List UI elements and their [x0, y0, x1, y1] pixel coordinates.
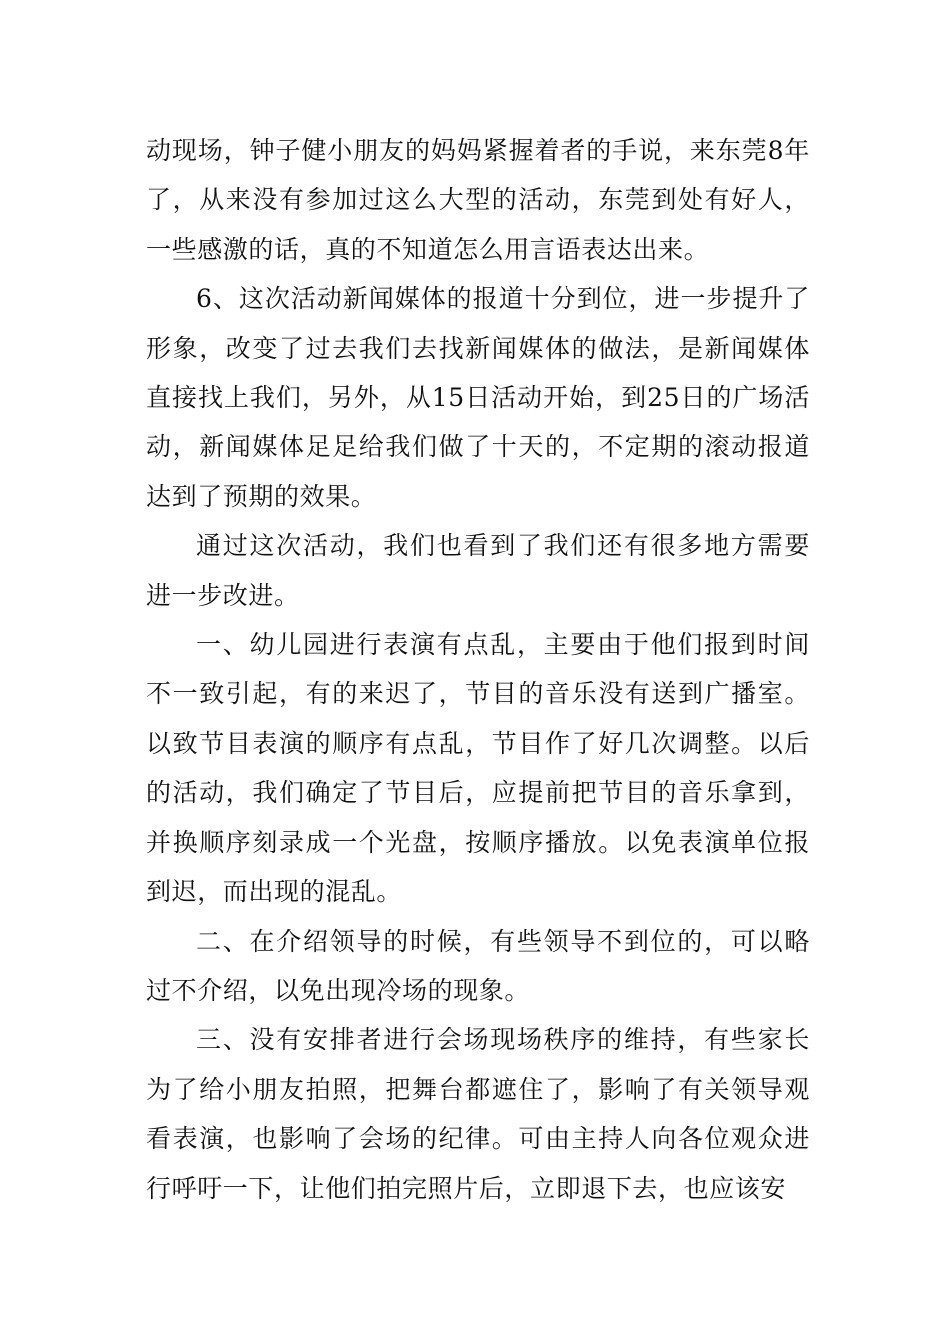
- paragraph-issue-one: 一、幼儿园进行表演有点乱，主要由于他们报到时间不一致引起，有的来迟了，节目的音乐没有送到广播室。以致节目表演的顺序有点乱，节目作了好几次调整。以后的活动，我们确定了节目后，应提前把节目的音乐拿到，并换顺序刻录成一个光盘，按顺序播放。以免表演单位报到迟，而出现的混乱。: [146, 630, 810, 907]
- document-body: [146, 126, 810, 1213]
- paragraph-issue-three: 三、没有安排者进行会场现场秩序的维持，有些家长为了给小朋友拍照，把舞台都遮住了，影响了有关领导观看表演，也影响了会场的纪律。可由主持人向各位观众进行呼吁一下，让他们拍完照片后，立即退下去，也应该安: [146, 1025, 810, 1203]
- paragraph-continued: 动现场，钟子健小朋友的妈妈紧握着者的手说，来东莞8年了，从来没有参加过这么大型的活动，东莞到处有好人，一些感激的话，真的不知道怎么用言语表达出来。: [146, 136, 810, 264]
- paragraph-issue-two: 二、在介绍领导的时候，有些领导不到位的，可以略过不介绍，以免出现冷场的现象。: [146, 926, 810, 1005]
- paragraph-item-6: 6、这次活动新闻媒体的报道十分到位，进一步提升了形象，改变了过去我们去找新闻媒体的做法，是新闻媒体直接找上我们，另外，从15日活动开始，到25日的广场活动，新闻媒体足足给我们做了十天的，不定期的滚动报道达到了预期的效果。: [146, 284, 810, 511]
- paragraph-improvement-intro: 通过这次活动，我们也看到了我们还有很多地方需要进一步改进。: [146, 531, 810, 610]
